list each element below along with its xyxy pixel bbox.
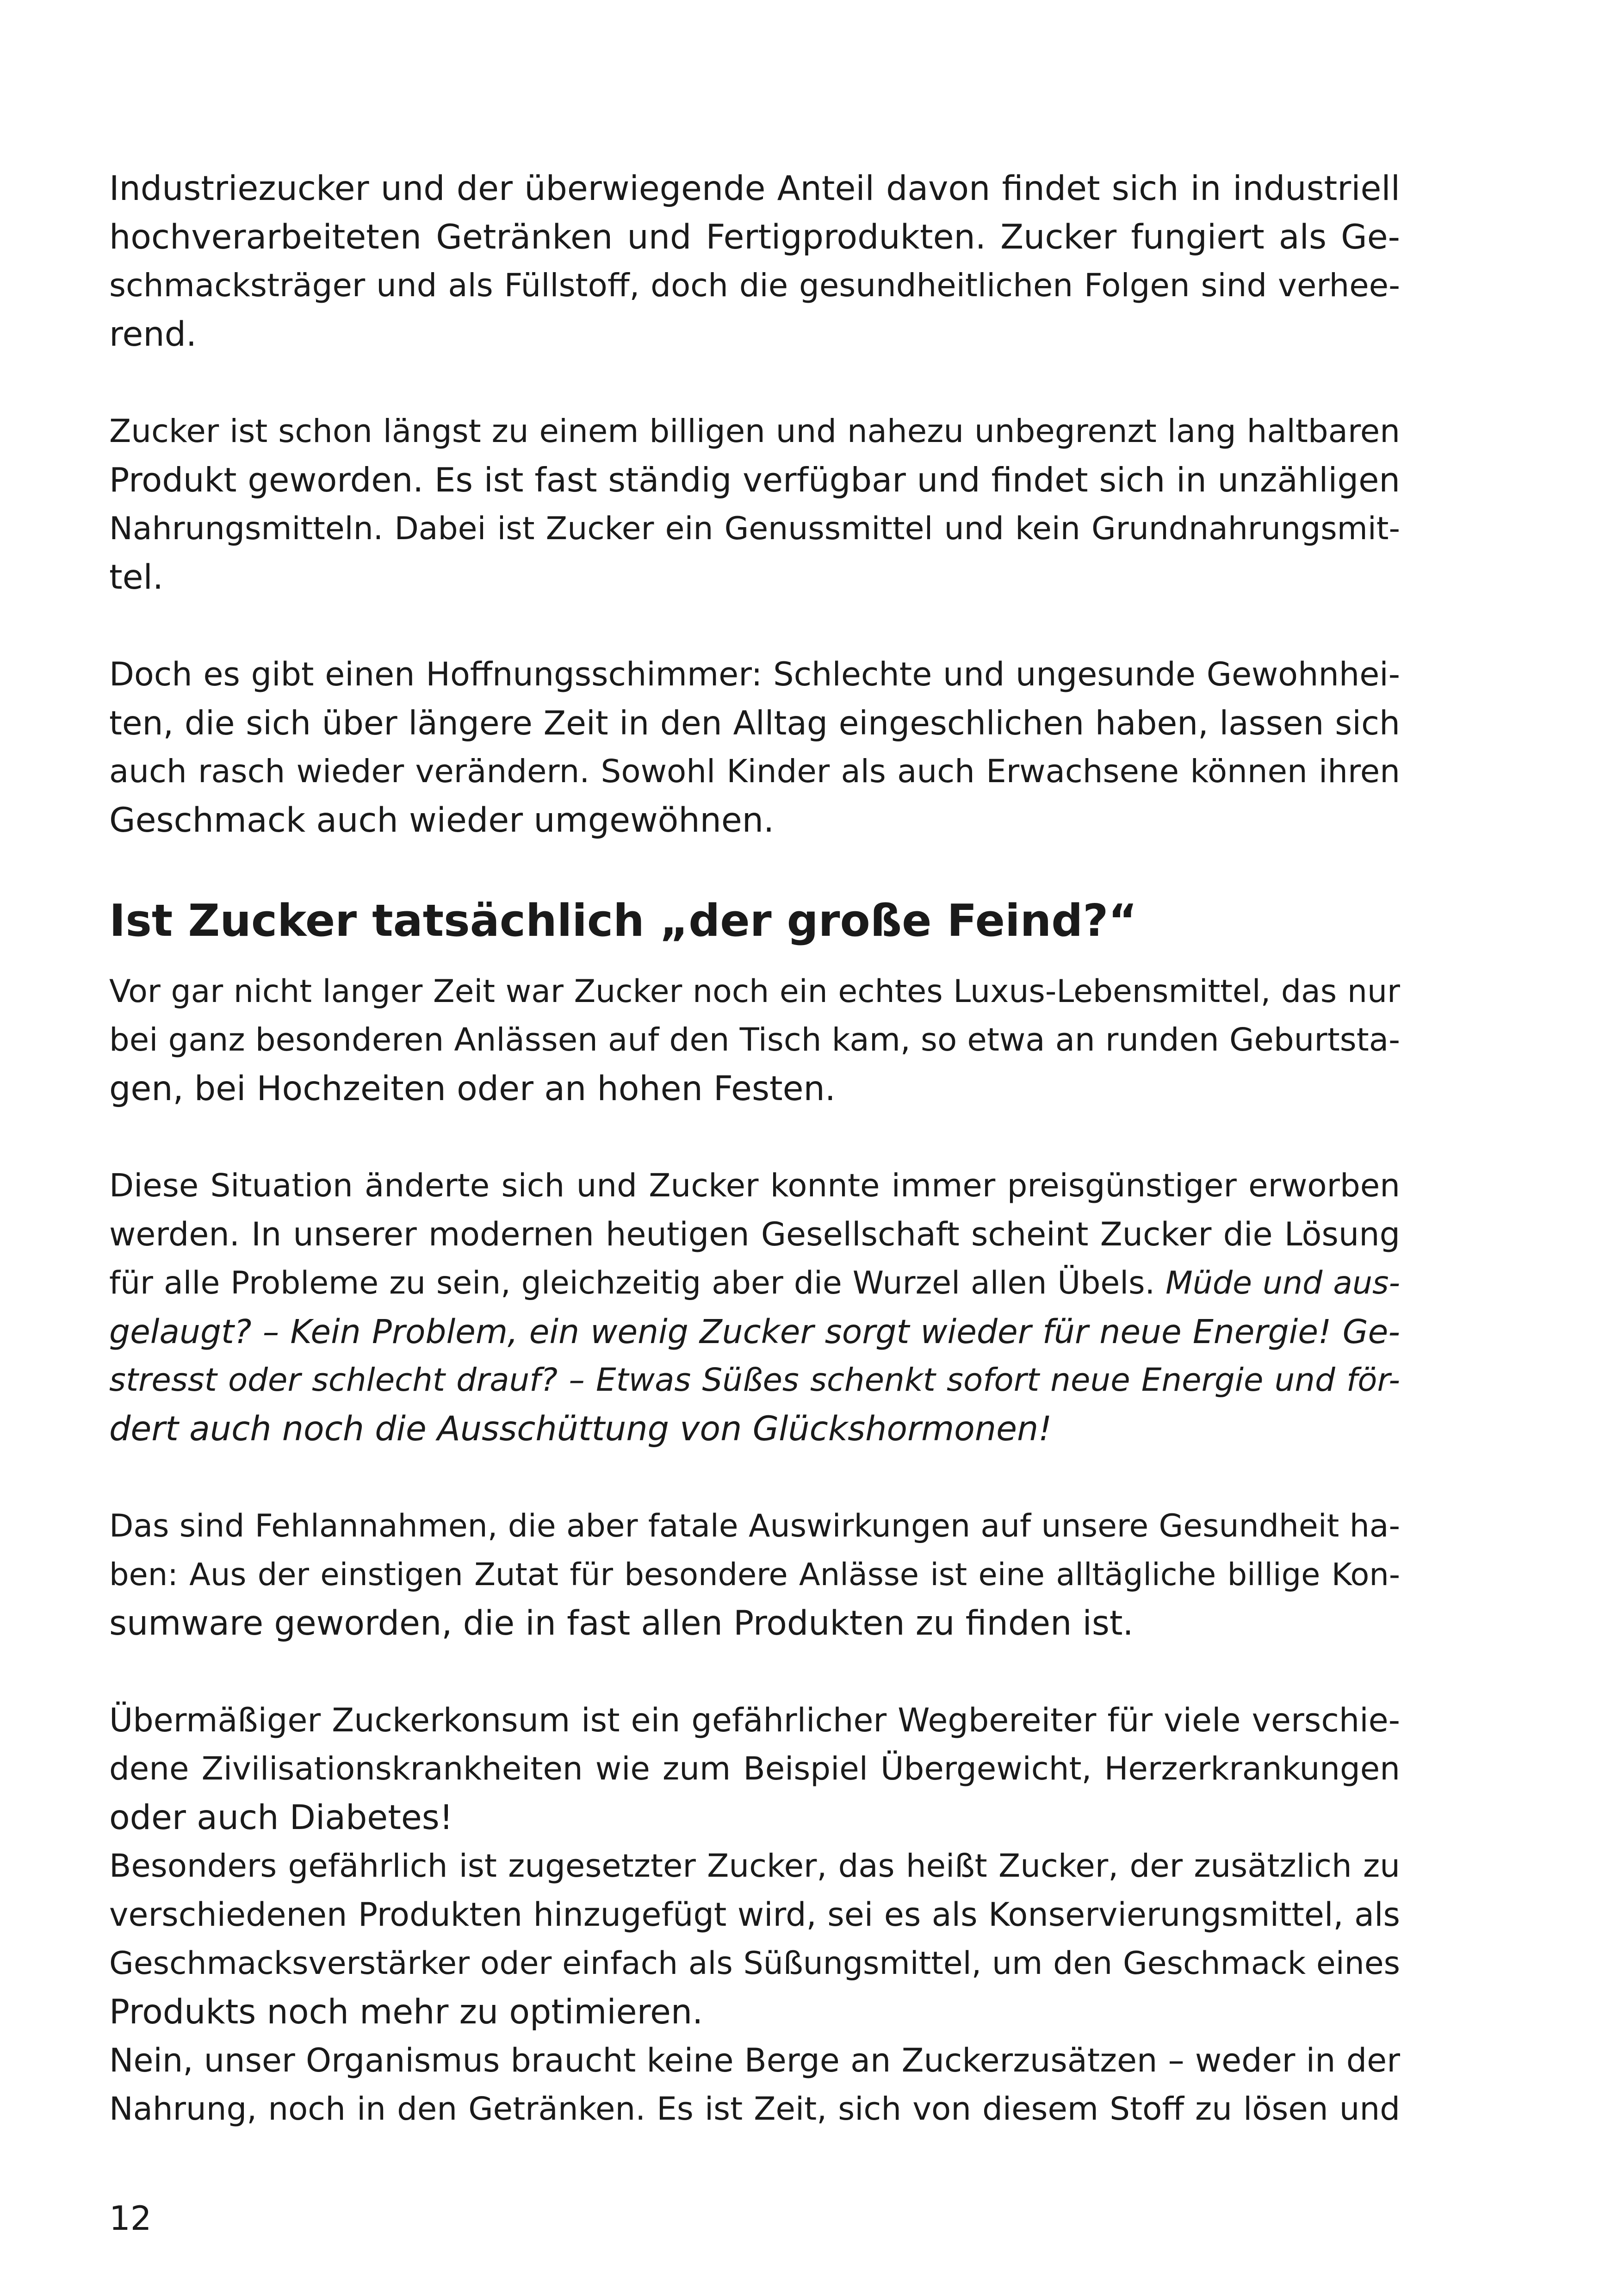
text-line: werden. In unserer modernen heutigen Gesellschaft scheint Zucker die Lösung	[109, 1215, 1400, 1253]
text-line: Zucker ist schon längst zu einem billigen und nahezu unbegrenzt lang haltbaren	[109, 413, 1400, 450]
text-line: schmacksträger und als Füllstoff, doch die gesundheitlichen Folgen sind verhee-	[109, 267, 1400, 304]
text-line: hochverarbeiteten Getränken und Fertigprodukten. Zucker fungiert als Ge-	[109, 218, 1400, 257]
text-line: ben: Aus der einstigen Zutat für besondere Anlässe ist eine alltägliche billige Kon-	[109, 1556, 1400, 1593]
italic-line: stresst oder schlecht drauf? – Etwas Süßes schenkt sofort neue Energie und för-	[109, 1362, 1400, 1399]
section-paragraph-3	[109, 1502, 1400, 1648]
text-line: Diese Situation änderte sich und Zucker konnte immer preisgünstiger erworben	[109, 1167, 1400, 1204]
paragraph-2	[109, 407, 1400, 602]
text-line: oder auch Diabetes!	[109, 1798, 453, 1837]
paragraph-3	[109, 650, 1400, 845]
italic-text: Müde und aus-	[1165, 1265, 1401, 1301]
text-line: auch rasch wieder verändern. Sowohl Kinder als auch Erwachsene können ihren	[109, 753, 1400, 790]
text-line: Produkt geworden. Es ist fast ständig verfügbar und findet sich in unzähligen	[109, 460, 1400, 499]
text-line: Nahrung, noch in den Getränken. Es ist Zeit, sich von diesem Stoff zu lösen und	[109, 2091, 1400, 2128]
text-line: verschiedenen Produkten hinzugefügt wird, sei es als Konservierungsmittel, als	[109, 1896, 1400, 1934]
text-line: Vor gar nicht langer Zeit war Zucker noch ein echtes Luxus-Lebensmittel, das nur	[109, 973, 1400, 1010]
paragraph-1	[109, 164, 1400, 359]
text-line: bei ganz besonderen Anlässen auf den Tisch kam, so etwa an runden Geburtsta-	[109, 1021, 1400, 1058]
text-line: ten, die sich über längere Zeit in den Alltag eingeschlichen haben, lassen sich	[109, 704, 1400, 742]
text-line: gen, bei Hochzeiten oder an hohen Festen.	[109, 1069, 836, 1108]
section-paragraph-1	[109, 967, 1400, 1113]
text-line: Nahrungsmitteln. Dabei ist Zucker ein Genussmittel und kein Grundnahrungsmit-	[109, 510, 1400, 547]
text-line: rend.	[109, 315, 197, 354]
plain-text: für alle Probleme zu sein, gleichzeitig aber die Wurzel allen Übels.	[109, 1265, 1166, 1301]
text-line: Nein, unser Organismus braucht keine Berge an Zuckerzusätzen – weder in der	[109, 2041, 1400, 2079]
text-line: Doch es gibt einen Hoffnungsschimmer: Schlechte und ungesunde Gewohnhei-	[109, 655, 1400, 693]
italic-line: dert auch noch die Ausschüttung von Glückshormonen!	[109, 1409, 1052, 1449]
text-line: Geschmack auch wieder umgewöhnen.	[109, 801, 775, 840]
text-line: dene Zivilisationskrankheiten wie zum Beispiel Übergewicht, Herzerkrankungen	[109, 1750, 1400, 1787]
text-line: sumware geworden, die in fast allen Produkten zu finden ist.	[109, 1604, 1134, 1643]
section-heading: Ist Zucker tatsächlich „der große Feind?“	[109, 896, 1137, 946]
text-line: Produkts noch mehr zu optimieren.	[109, 1992, 703, 2032]
text-line-mixed	[109, 1259, 1400, 1307]
text-line: tel.	[109, 558, 164, 597]
page-number: 12	[109, 2199, 152, 2238]
text-line: Geschmacksverstärker oder einfach als Süßungsmittel, um den Geschmack eines	[109, 1945, 1400, 1982]
text-line: Das sind Fehlannahmen, die aber fatale Auswirkungen auf unsere Gesundheit ha-	[109, 1508, 1400, 1544]
text-line: Übermäßiger Zuckerkonsum ist ein gefährlicher Wegbereiter für viele verschie-	[109, 1701, 1400, 1739]
text-line: Industriezucker und der überwiegende Anteil davon findet sich in industriell	[109, 169, 1400, 208]
section-paragraph-4	[109, 1696, 1400, 2134]
section-paragraph-2	[109, 1162, 1400, 1453]
italic-line: gelaugt? – Kein Problem, ein wenig Zucker sorgt wieder für neue Energie! Ge-	[109, 1313, 1400, 1351]
text-line: Besonders gefährlich ist zugesetzter Zucker, das heißt Zucker, der zusätzlich zu	[109, 1848, 1400, 1885]
